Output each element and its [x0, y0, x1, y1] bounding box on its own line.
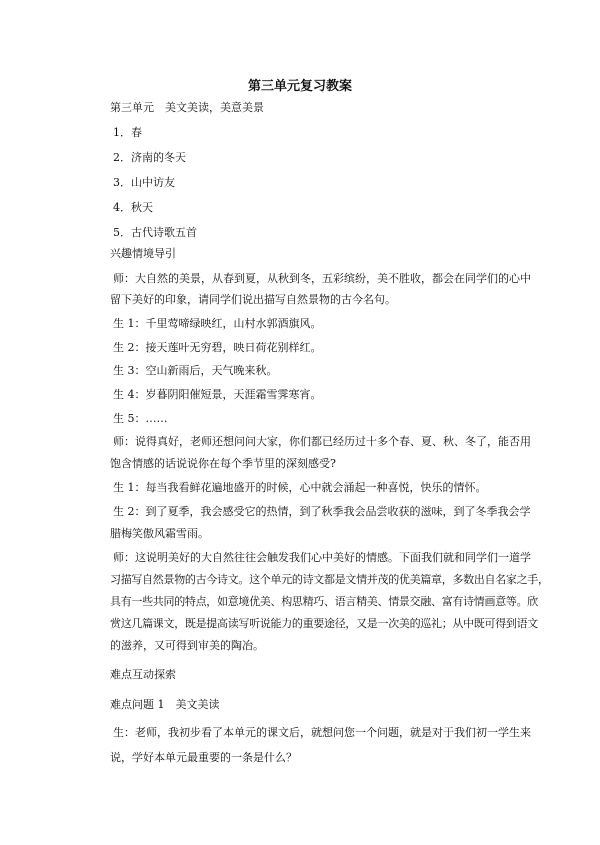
- question-heading: 难点问题 1 美文美读: [110, 698, 220, 711]
- page-title: 第三单元复习教案: [247, 79, 352, 94]
- paragraph-line: 留下美好的印象，请同学们说出描写自然景物的古今名句。: [110, 293, 396, 306]
- student-answer: 生 1：千里莺啼绿映红，山村水郭酒旗风。: [113, 317, 322, 330]
- paragraph-line: 说，学好本单元最重要的一条是什么？: [110, 751, 297, 764]
- student-answer: 生 3：空山新雨后，天气晚来秋。: [113, 364, 278, 377]
- paragraph-line: 师：大自然的美景，从春到夏，从秋到冬，五彩缤纷，美不胜收，都会在同学们的心中: [113, 272, 531, 285]
- paragraph-line: 师：说得真好，老师还想问问大家，你们都已经历过十多个春、夏、秋、冬了，能否用: [113, 435, 531, 448]
- section-heading-intro: 兴趣情境导引: [110, 247, 176, 260]
- student-answer: 生 5：……: [113, 412, 168, 425]
- unit-heading: 第三单元 美文美读，美意美景: [110, 101, 264, 114]
- paragraph-line: 生 2：到了夏季，我会感受它的热情，到了秋季我会品尝收获的滋味，到了冬季我会学: [113, 505, 531, 518]
- student-answer: 生 2：接天莲叶无穷碧，映日荷花别样红。: [113, 341, 322, 354]
- paragraph-line: 腊梅笑傲风霜雪雨。: [110, 527, 209, 540]
- section-heading-hard: 难点互动探索: [110, 668, 176, 681]
- lesson-item-2: 2．济南的冬天: [113, 151, 186, 164]
- paragraph-line: 赏这几篇课文，既是提高读写听说能力的重要途径，又是一次美的巡礼；从中既可得到语文: [110, 617, 538, 630]
- lesson-item-3: 3．山中访友: [113, 176, 175, 189]
- lesson-item-1: 1．春: [113, 126, 142, 139]
- paragraph-line: 生：老师，我初步看了本单元的课文后，就想问您一个问题，就是对于我们初一学生来: [113, 726, 531, 739]
- student-answer: 生 4：岁暮阴阳催短景，天涯霜雪霁寒宵。: [113, 388, 322, 401]
- lesson-item-4: 4．秋天: [113, 201, 153, 214]
- lesson-item-5: 5．古代诗歌五首: [113, 226, 197, 239]
- paragraph-line: 具有一些共同的特点，如意境优美、构思精巧、语言精美、情景交融、富有诗情画意等。欣: [110, 595, 538, 608]
- paragraph-line: 的滋养，又可得到审美的陶冶。: [110, 639, 264, 652]
- paragraph-line: 师：这说明美好的大自然往往会触发我们心中美好的情感。下面我们就和同学们一道学: [113, 551, 531, 564]
- paragraph-line: 饱含情感的话说说你在每个季节里的深刻感受?: [110, 457, 336, 470]
- paragraph-line: 习描写自然景物的古今诗文。这个单元的诗文都是文情并茂的优美篇章，多数出自名家之手，: [110, 573, 549, 586]
- student-reply: 生 1：每当我看鲜花遍地盛开的时候，心中就会涌起一种喜悦，快乐的情怀。: [113, 481, 487, 494]
